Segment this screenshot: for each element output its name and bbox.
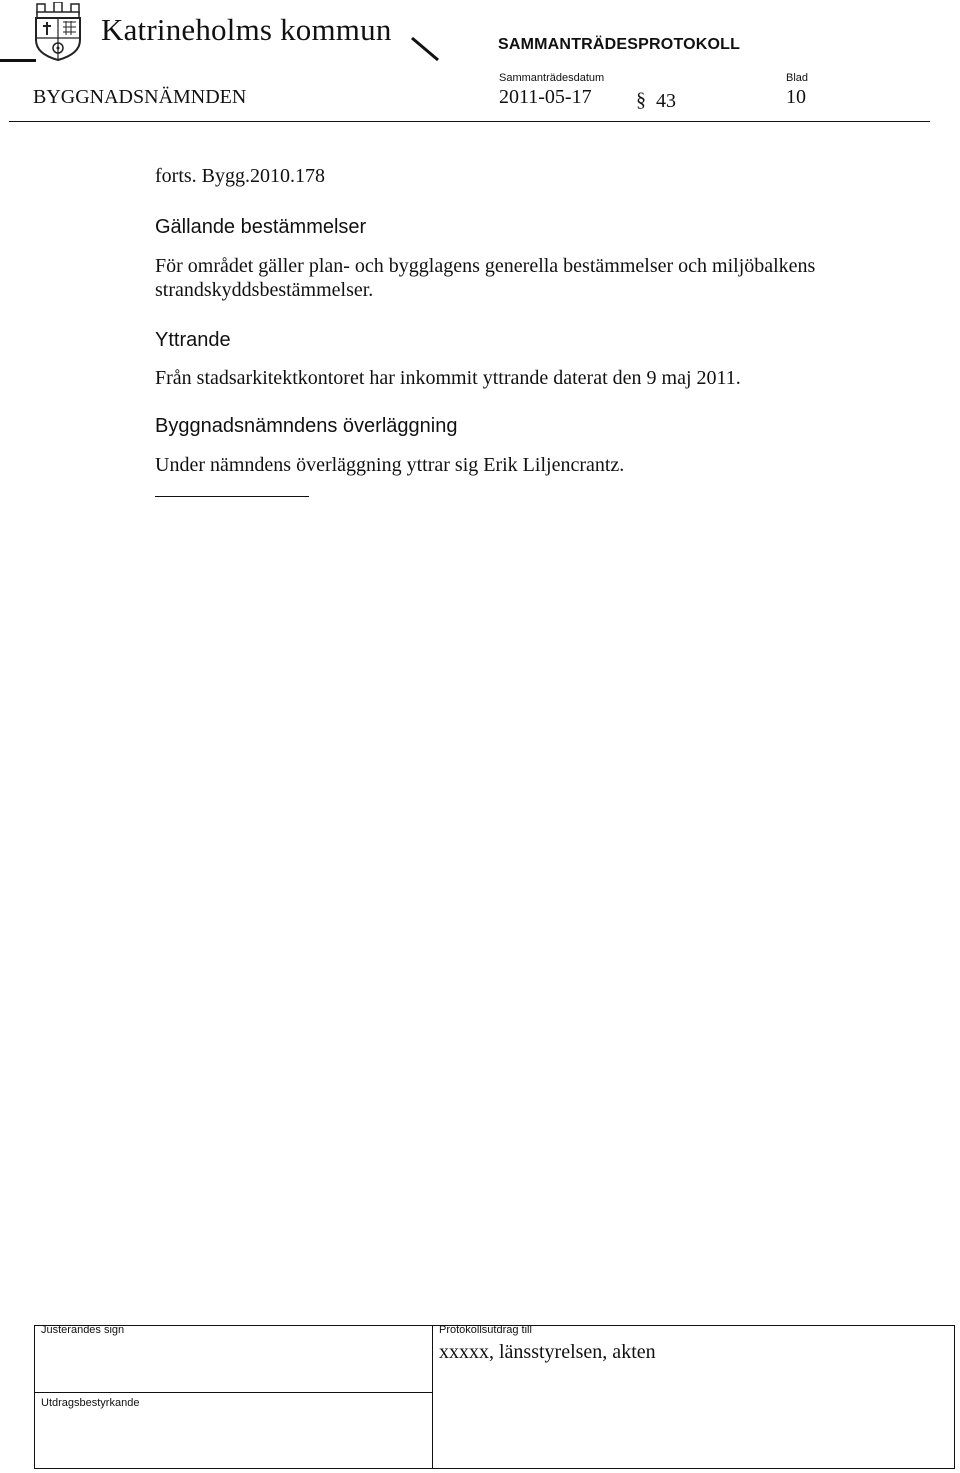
header-divider — [9, 121, 930, 122]
board-name: BYGGNADSNÄMNDEN — [33, 86, 247, 108]
extract-to-label: Protokollsutdrag till — [439, 1324, 532, 1336]
section-heading-deliberation: Byggnadsnämndens överläggning — [155, 415, 458, 437]
municipality-name — [101, 12, 392, 48]
section-sign: § — [636, 89, 646, 111]
logo-swoosh-icon — [410, 34, 444, 62]
section-text-provisions: För området gäller plan- och bygglagens generella bestämmelser och miljöbalkens strandskyddsbestämmelser. — [155, 255, 816, 301]
section-end-rule — [155, 496, 309, 497]
section-text-deliberation: Under nämndens överläggning yttrar sig Erik Liljencrantz. — [155, 454, 625, 476]
footer-vertical-divider — [432, 1325, 433, 1469]
case-reference: forts. Bygg.2010.178 — [155, 165, 325, 187]
certifier-label: Utdragsbestyrkande — [41, 1397, 140, 1409]
header-accent-rule — [0, 59, 36, 62]
section-number: 43 — [656, 90, 676, 112]
meeting-date: 2011-05-17 — [499, 86, 592, 108]
municipality-name-text: Katrineholms kommun — [101, 12, 392, 47]
extract-recipients: xxxxx, länsstyrelsen, akten — [439, 1341, 656, 1363]
meeting-date-label: Sammanträdesdatum — [499, 72, 605, 84]
signature-label: Justerandes sign — [41, 1324, 125, 1336]
section-heading-provisions: Gällande bestämmelser — [155, 216, 367, 238]
coat-of-arms-icon — [33, 2, 83, 62]
page-number: 10 — [786, 86, 806, 108]
section-text-statement: Från stadsarkitektkontoret har inkommit yttrande daterat den 9 maj 2011. — [155, 367, 741, 389]
page-label: Blad — [786, 72, 809, 84]
document-title: SAMMANTRÄDESPROTOKOLL — [498, 36, 741, 53]
footer-horizontal-divider — [34, 1392, 433, 1393]
section-heading-statement: Yttrande — [155, 329, 231, 351]
